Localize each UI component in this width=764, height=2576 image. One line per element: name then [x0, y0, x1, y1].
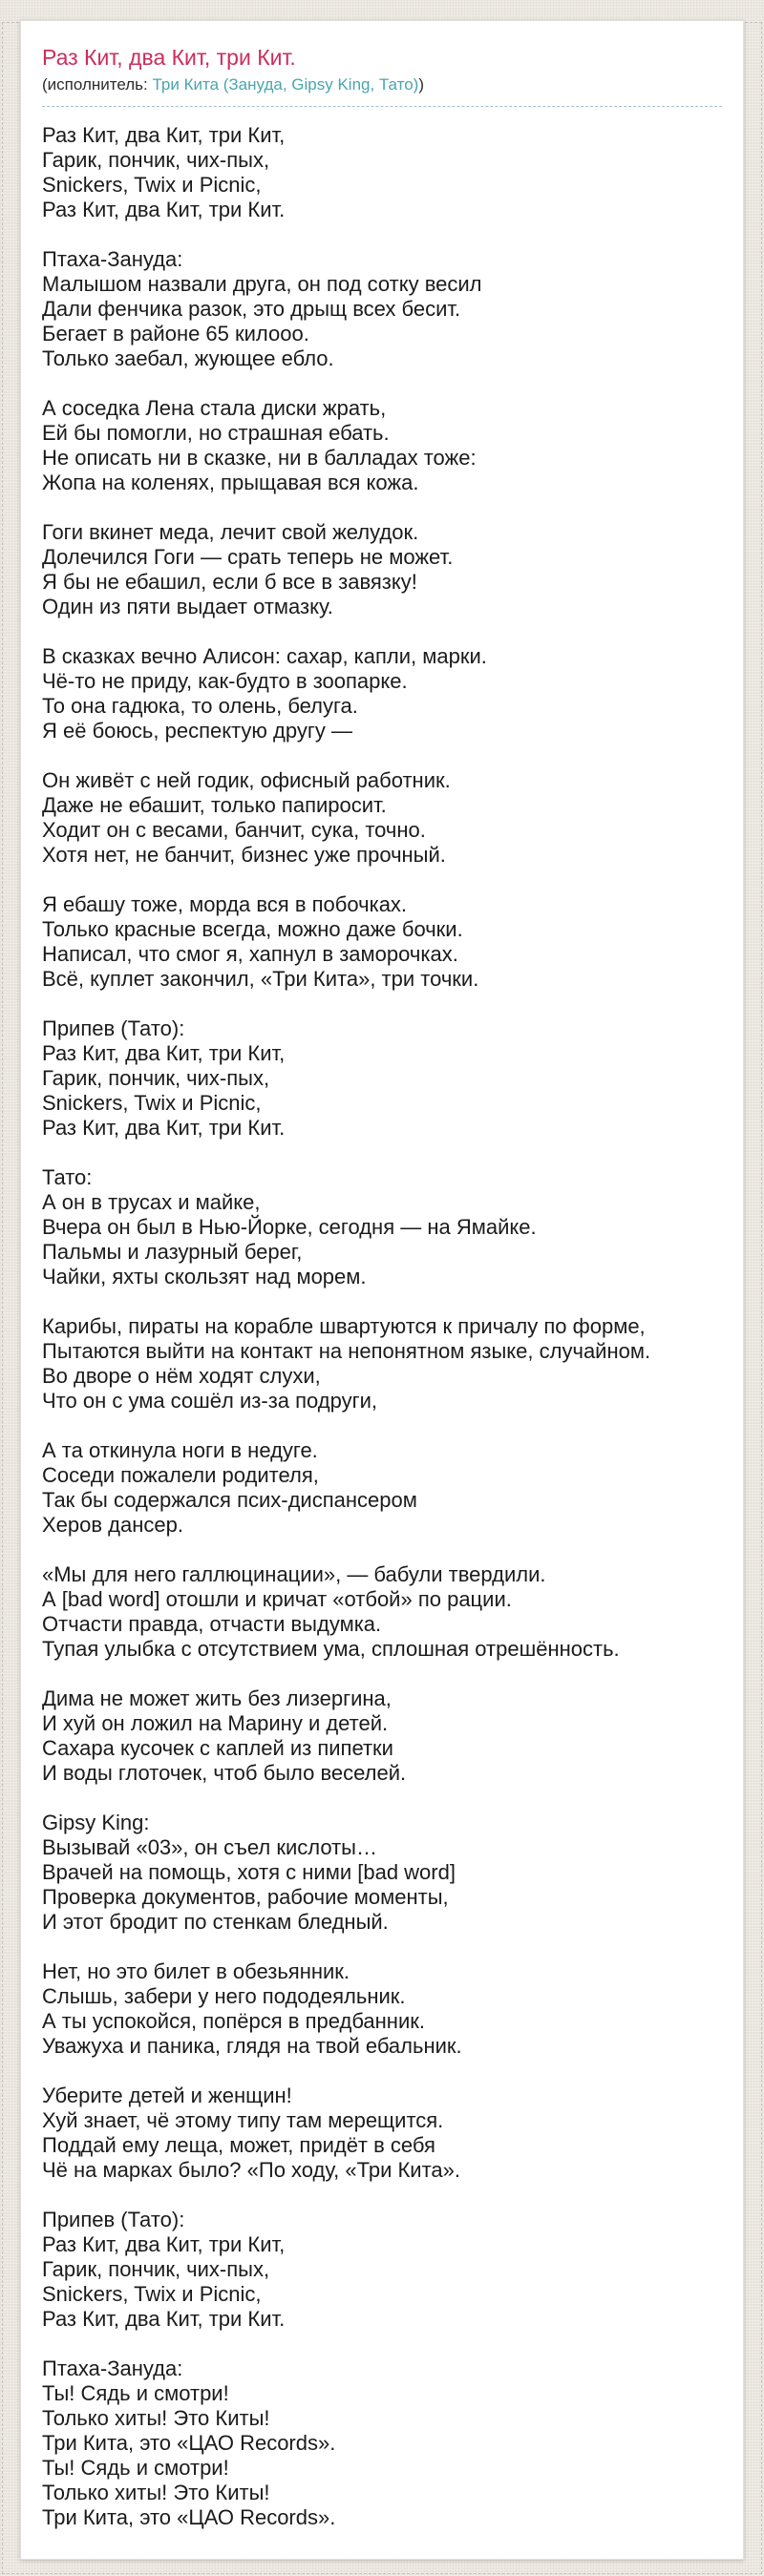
lyric-line: Пальмы и лазурный берег, — [42, 1240, 303, 1264]
stanza — [42, 2356, 722, 2530]
lyric-line: Припев (Тато): — [42, 2208, 185, 2231]
stanza — [42, 1562, 722, 1662]
lyric-line: Ходит он с весами, банчит, сука, точно. — [42, 818, 426, 842]
lyric-line: Что он с ума сошёл из-за подруги, — [42, 1389, 378, 1413]
lyric-line: Чё на марках было? «По ходу, «Три Кита». — [42, 2158, 460, 2182]
lyric-line: Вчера он был в Нью-Йорке, сегодня — на Ямайке. — [42, 1215, 537, 1239]
lyric-line: Жопа на коленях, прыщавая вся кожа. — [42, 471, 419, 494]
stanza — [42, 1016, 722, 1141]
lyric-line: Раз Кит, два Кит, три Кит, — [42, 2232, 286, 2256]
stanza — [42, 1438, 722, 1538]
stanza — [42, 892, 722, 992]
lyric-line: Уважуха и паника, глядя на твой ебальник. — [42, 2034, 462, 2058]
lyric-line: Отчасти правда, отчасти выдумка. — [42, 1612, 382, 1636]
lyric-line: И этот бродит по стенкам бледный. — [42, 1910, 389, 1934]
lyric-line: Тупая улыбка с отсутствием ума, сплошная отрешённость. — [42, 1637, 620, 1661]
lyric-line: Пытаются выйти на контакт на непонятном языке, случайном. — [42, 1339, 651, 1363]
lyric-line: Три Кита, это «ЦАО Records». — [42, 2431, 336, 2455]
lyric-line: Гарик, пончик, чих-пых, — [42, 1066, 270, 1090]
lyric-line: Раз Кит, два Кит, три Кит. — [42, 198, 286, 221]
lyric-line: Раз Кит, два Кит, три Кит, — [42, 123, 286, 147]
lyric-line: Не описать ни в сказке, ни в балладах тоже: — [42, 446, 477, 470]
lyric-line: Птаха-Зануда: — [42, 2356, 183, 2380]
lyric-line: Врачей на помощь, хотя с ними [bad word] — [42, 1860, 456, 1884]
lyric-line: И хуй он ложил на Марину и детей. — [42, 1711, 389, 1735]
lyric-line: То она гадюка, то олень, белуга. — [42, 694, 358, 718]
artist-label-suffix: ) — [418, 75, 425, 94]
lyric-line: Гарик, пончик, чих-пых, — [42, 2257, 270, 2281]
stanza — [42, 123, 722, 222]
lyric-line: Малышом назвали друга, он под сотку весил — [42, 272, 482, 296]
lyric-line: Карибы, пираты на корабле швартуются к причалу по форме, — [42, 1314, 646, 1338]
stanza — [42, 1811, 722, 1935]
stanza — [42, 520, 722, 619]
lyric-line: Раз Кит, два Кит, три Кит. — [42, 2307, 286, 2331]
page-background — [0, 20, 764, 2576]
lyric-line: Гоги вкинет меда, лечит свой желудок. — [42, 520, 419, 544]
lyric-line: Чё-то не приду, как-будто в зоопарке. — [42, 669, 408, 693]
lyric-line: Только красные всегда, можно даже бочки. — [42, 917, 463, 941]
lyric-line: Гарик, пончик, чих-пых, — [42, 148, 270, 172]
lyric-line: Чайки, яхты скользят над морем. — [42, 1265, 367, 1288]
lyric-line: Птаха-Зануда: — [42, 247, 183, 271]
lyric-line: Три Кита, это «ЦАО Records». — [42, 2505, 336, 2529]
lyric-line: Всё, куплет закончил, «Три Кита», три точки. — [42, 967, 479, 991]
lyric-line: Соседи пожалели родителя, — [42, 1463, 319, 1487]
lyric-line: А ты успокойся, попёрся в предбанник. — [42, 2009, 425, 2033]
lyric-line: Один из пяти выдает отмазку. — [42, 595, 333, 618]
lyric-line: Слышь, забери у него пододеяльник. — [42, 1984, 406, 2008]
lyric-line: Дали фенчика разок, это дрыщ всех бесит. — [42, 297, 461, 321]
lyric-line: Написал, что смог я, хапнул в заморочках. — [42, 942, 458, 966]
lyric-line: Херов дансер. — [42, 1513, 183, 1537]
stanza — [42, 247, 722, 371]
lyric-line: А соседка Лена стала диски жрать, — [42, 396, 387, 420]
lyric-line: Нет, но это билет в обезьянник. — [42, 1959, 350, 1983]
lyric-line: А та откинула ноги в недуге. — [42, 1438, 318, 1462]
lyric-line: И воды глоточек, чтоб было веселей. — [42, 1761, 407, 1785]
lyric-line: Только хиты! Это Киты! — [42, 2406, 270, 2430]
lyric-line: Во дворе о нём ходят слухи, — [42, 1364, 321, 1388]
lyric-line: Даже не ебашит, только папиросит. — [42, 793, 387, 817]
stanza — [42, 1959, 722, 2059]
artist-label-prefix: (исполнитель: — [42, 75, 153, 94]
lyric-line: Тато: — [42, 1165, 93, 1189]
stanza — [42, 768, 722, 868]
lyric-line: Snickers, Twix и Picnic, — [42, 2282, 262, 2306]
lyric-line: Он живёт с ней годик, офисный работник. — [42, 768, 451, 792]
lyric-line: Ты! Сядь и смотри! — [42, 2381, 229, 2405]
lyric-line: Так бы содержался псих-диспансером — [42, 1488, 417, 1512]
stanza — [42, 1165, 722, 1289]
lyric-line: А он в трусах и майке, — [42, 1190, 261, 1214]
lyric-line: Поддай ему леща, может, придёт в себя — [42, 2133, 435, 2157]
lyric-line: Ей бы помогли, но страшная ебать. — [42, 421, 390, 445]
stanza — [42, 396, 722, 495]
lyric-line: Раз Кит, два Кит, три Кит. — [42, 1116, 286, 1140]
song-header — [42, 45, 722, 107]
lyric-line: Gipsy King: — [42, 1811, 150, 1834]
stanza — [42, 2208, 722, 2332]
lyric-line: Хуй знает, чё этому типу там мерещится. — [42, 2108, 444, 2132]
page-title: Раз Кит, два Кит, три Кит. — [42, 45, 296, 70]
lyrics-card — [20, 20, 744, 2560]
lyric-line: Я её боюсь, респектую другу — — [42, 719, 352, 743]
stanza — [42, 1314, 722, 1414]
lyric-line: Я ебашу тоже, морда вся в побочках. — [42, 892, 408, 916]
lyric-line: Проверка документов, рабочие моменты, — [42, 1885, 449, 1909]
artist-link[interactable]: Три Кита (Зануда, Gipsy King, Тато) — [152, 75, 419, 94]
lyric-line: «Мы для него галлюцинации», — бабули твердили. — [42, 1562, 546, 1586]
lyric-line: Дима не может жить без лизергина, — [42, 1686, 392, 1710]
lyric-line: Сахара кусочек с каплей из пипетки — [42, 1736, 393, 1760]
lyric-line: Ты! Сядь и смотри! — [42, 2456, 229, 2480]
lyric-line: Snickers, Twix и Picnic, — [42, 173, 262, 197]
lyric-line: Припев (Тато): — [42, 1016, 185, 1040]
lyric-line: В сказках вечно Алисон: сахар, капли, марки. — [42, 644, 487, 668]
stanza — [42, 644, 722, 743]
lyric-line: Вызывай «03», он съел кислоты… — [42, 1835, 377, 1859]
lyric-line: Раз Кит, два Кит, три Кит, — [42, 1041, 286, 1065]
lyric-line: Долечился Гоги — срать теперь не может. — [42, 545, 454, 569]
lyric-line: Я бы не ебашил, если б все в завязку! — [42, 570, 417, 594]
lyric-line: Уберите детей и женщин! — [42, 2084, 292, 2107]
lyric-line: Только хиты! Это Киты! — [42, 2481, 270, 2504]
lyric-line: А [bad word] отошли и кричат «отбой» по рации. — [42, 1587, 512, 1611]
stanza — [42, 1686, 722, 1786]
stanza — [42, 2084, 722, 2183]
lyric-line: Snickers, Twix и Picnic, — [42, 1091, 262, 1115]
lyric-line: Хотя нет, не банчит, бизнес уже прочный. — [42, 843, 446, 867]
lyric-line: Бегает в районе 65 килооо. — [42, 322, 309, 346]
lyrics — [42, 123, 722, 2530]
artist-line — [42, 74, 722, 94]
lyric-line: Только заебал, жующее ебло. — [42, 346, 334, 370]
